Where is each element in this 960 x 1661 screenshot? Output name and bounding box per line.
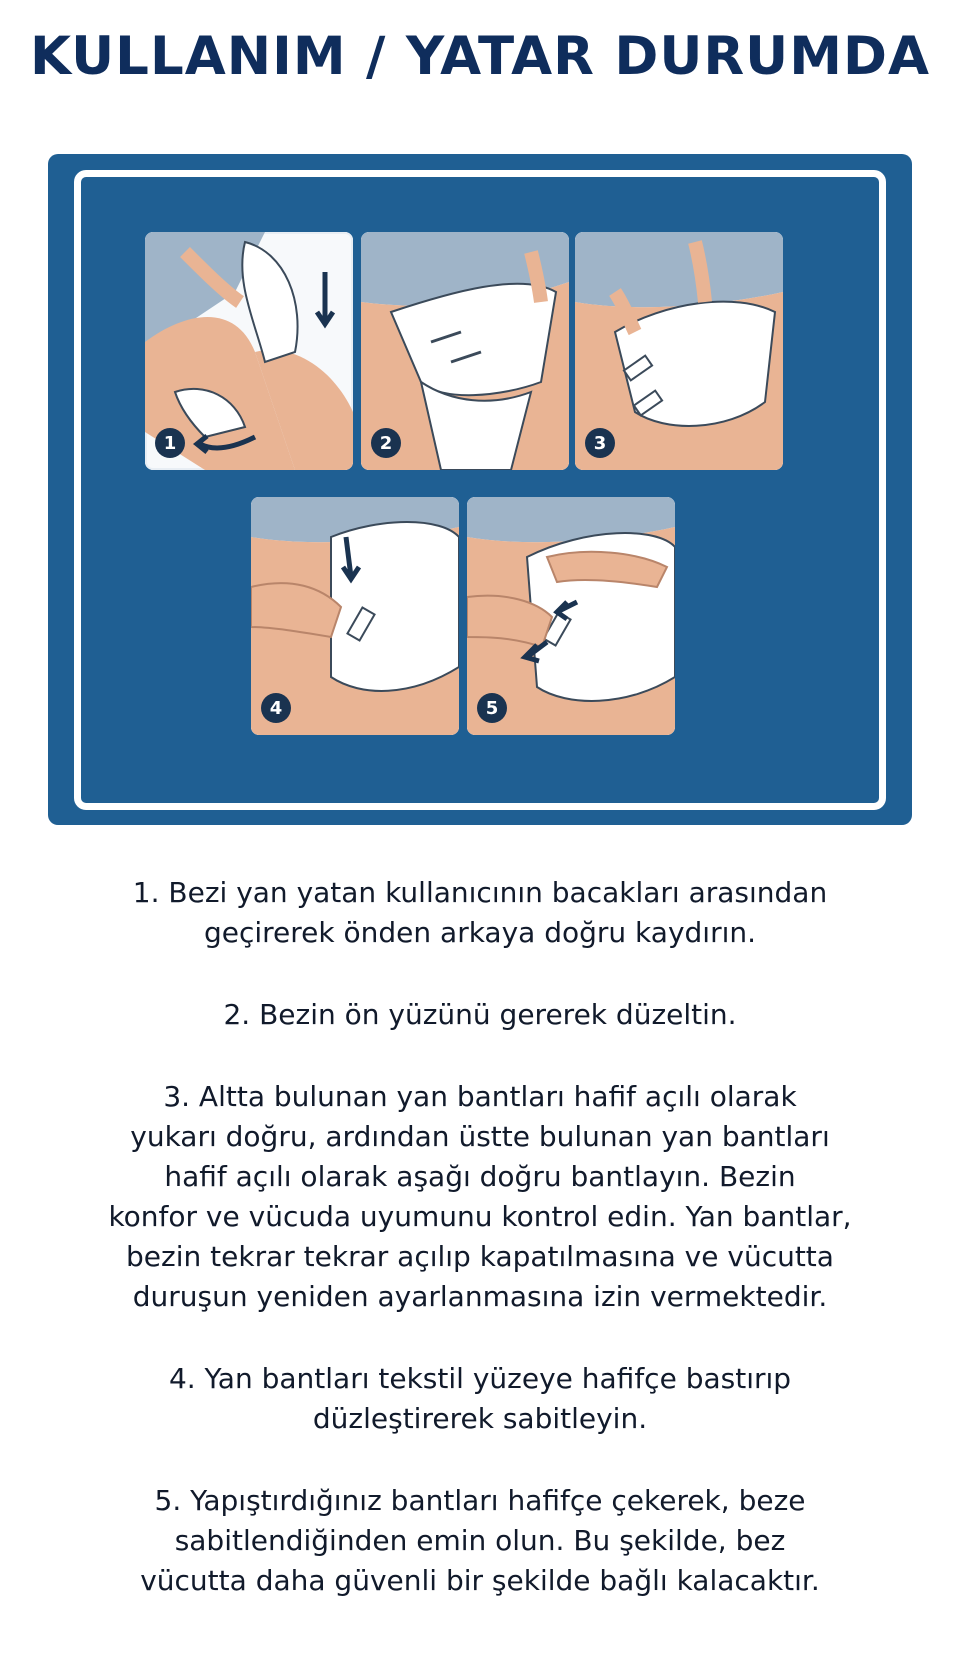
instruction-line: hafif açılı olarak aşağı doğru bantlayın. Bezin [164,1160,796,1193]
instruction-3 [40,1077,920,1317]
instruction-line: 5. Yapıştırdığınız bantları hafifçe çekerek, beze [154,1484,806,1517]
instruction-line: sabitlendiğinden emin olun. Bu şekilde, bez [174,1524,786,1557]
instruction-line: geçirerek önden arkaya doğru kaydırın. [203,916,756,949]
step-4-illustration [251,497,459,735]
illustration-frame [74,170,886,810]
instruction-line: 2. Bezin ön yüzünü gererek düzeltin. [223,998,737,1031]
step-number-badge: 2 [371,428,401,458]
instructions [40,873,920,1643]
instruction-1 [40,873,920,953]
step-5-illustration [467,497,675,735]
instruction-line: 1. Bezi yan yatan kullanıcının bacakları arasından [132,876,828,909]
step-1-illustration [145,232,353,470]
step-2-illustration [361,232,569,470]
step-number-badge: 3 [585,428,615,458]
instruction-line: duruşun yeniden ayarlanmasına izin vermektedir. [132,1280,828,1313]
instruction-2 [40,995,920,1035]
instruction-4 [40,1359,920,1439]
instruction-line: yukarı doğru, ardından üstte bulunan yan bantları [130,1120,830,1153]
instruction-line: vücutta daha güvenli bir şekilde bağlı kalacaktır. [140,1564,820,1597]
step-number-badge: 5 [477,693,507,723]
illustration-panel [48,154,912,825]
instruction-line: düzleştirerek sabitleyin. [312,1402,648,1435]
instruction-5 [40,1481,920,1601]
instruction-line: konfor ve vücuda uyumunu kontrol edin. Yan bantlar, [108,1200,852,1233]
step-3-illustration [575,232,783,470]
instruction-line: 3. Altta bulunan yan bantları hafif açılı olarak [163,1080,797,1113]
instruction-line: bezin tekrar tekrar açılıp kapatılmasına ve vücutta [126,1240,834,1273]
step-number-badge: 4 [261,693,291,723]
page-title: KULLANIM / YATAR DURUMDA [30,26,930,87]
step-number-badge: 1 [155,428,185,458]
instruction-line: 4. Yan bantları tekstil yüzeye hafifçe bastırıp [168,1362,792,1395]
